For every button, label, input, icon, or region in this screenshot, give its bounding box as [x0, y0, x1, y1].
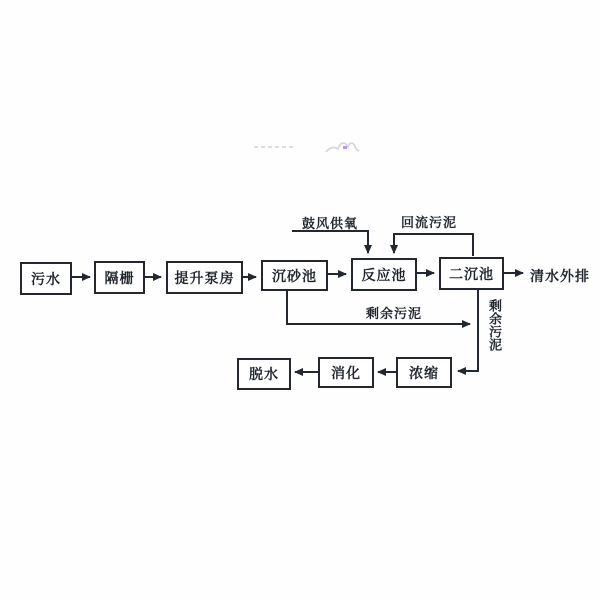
- edge-blast-oxygen-to-reaction-tank: [292, 231, 368, 253]
- edge-return-sludge-secondary-to-reaction: [394, 234, 473, 256]
- label-excess-sludge-horizontal: 剩余污泥: [366, 307, 423, 322]
- node-reaction-tank: 反应池: [351, 258, 417, 291]
- watermark-smudge: [254, 143, 359, 152]
- label-return-sludge: 回流污泥: [401, 216, 458, 231]
- label-blast-oxygen: 鼓风供氧: [302, 217, 359, 232]
- label-effluent-discharge: 清水外排: [530, 269, 590, 285]
- edge-excess-sludge-secondary-to-thickening: [458, 290, 478, 371]
- node-grit-chamber: 沉砂池: [261, 260, 328, 291]
- node-digestion: 消化: [318, 357, 374, 388]
- node-thickening: 浓缩: [396, 357, 452, 388]
- node-sewage: 污水: [20, 262, 72, 295]
- node-dewatering: 脱水: [237, 358, 291, 390]
- node-secondary-clarifier: 二沉池: [439, 257, 504, 290]
- node-screen: 隔栅: [94, 261, 145, 294]
- label-excess-sludge-vertical: 剩余污泥: [486, 299, 501, 351]
- node-pump-house: 提升泵房: [166, 261, 243, 294]
